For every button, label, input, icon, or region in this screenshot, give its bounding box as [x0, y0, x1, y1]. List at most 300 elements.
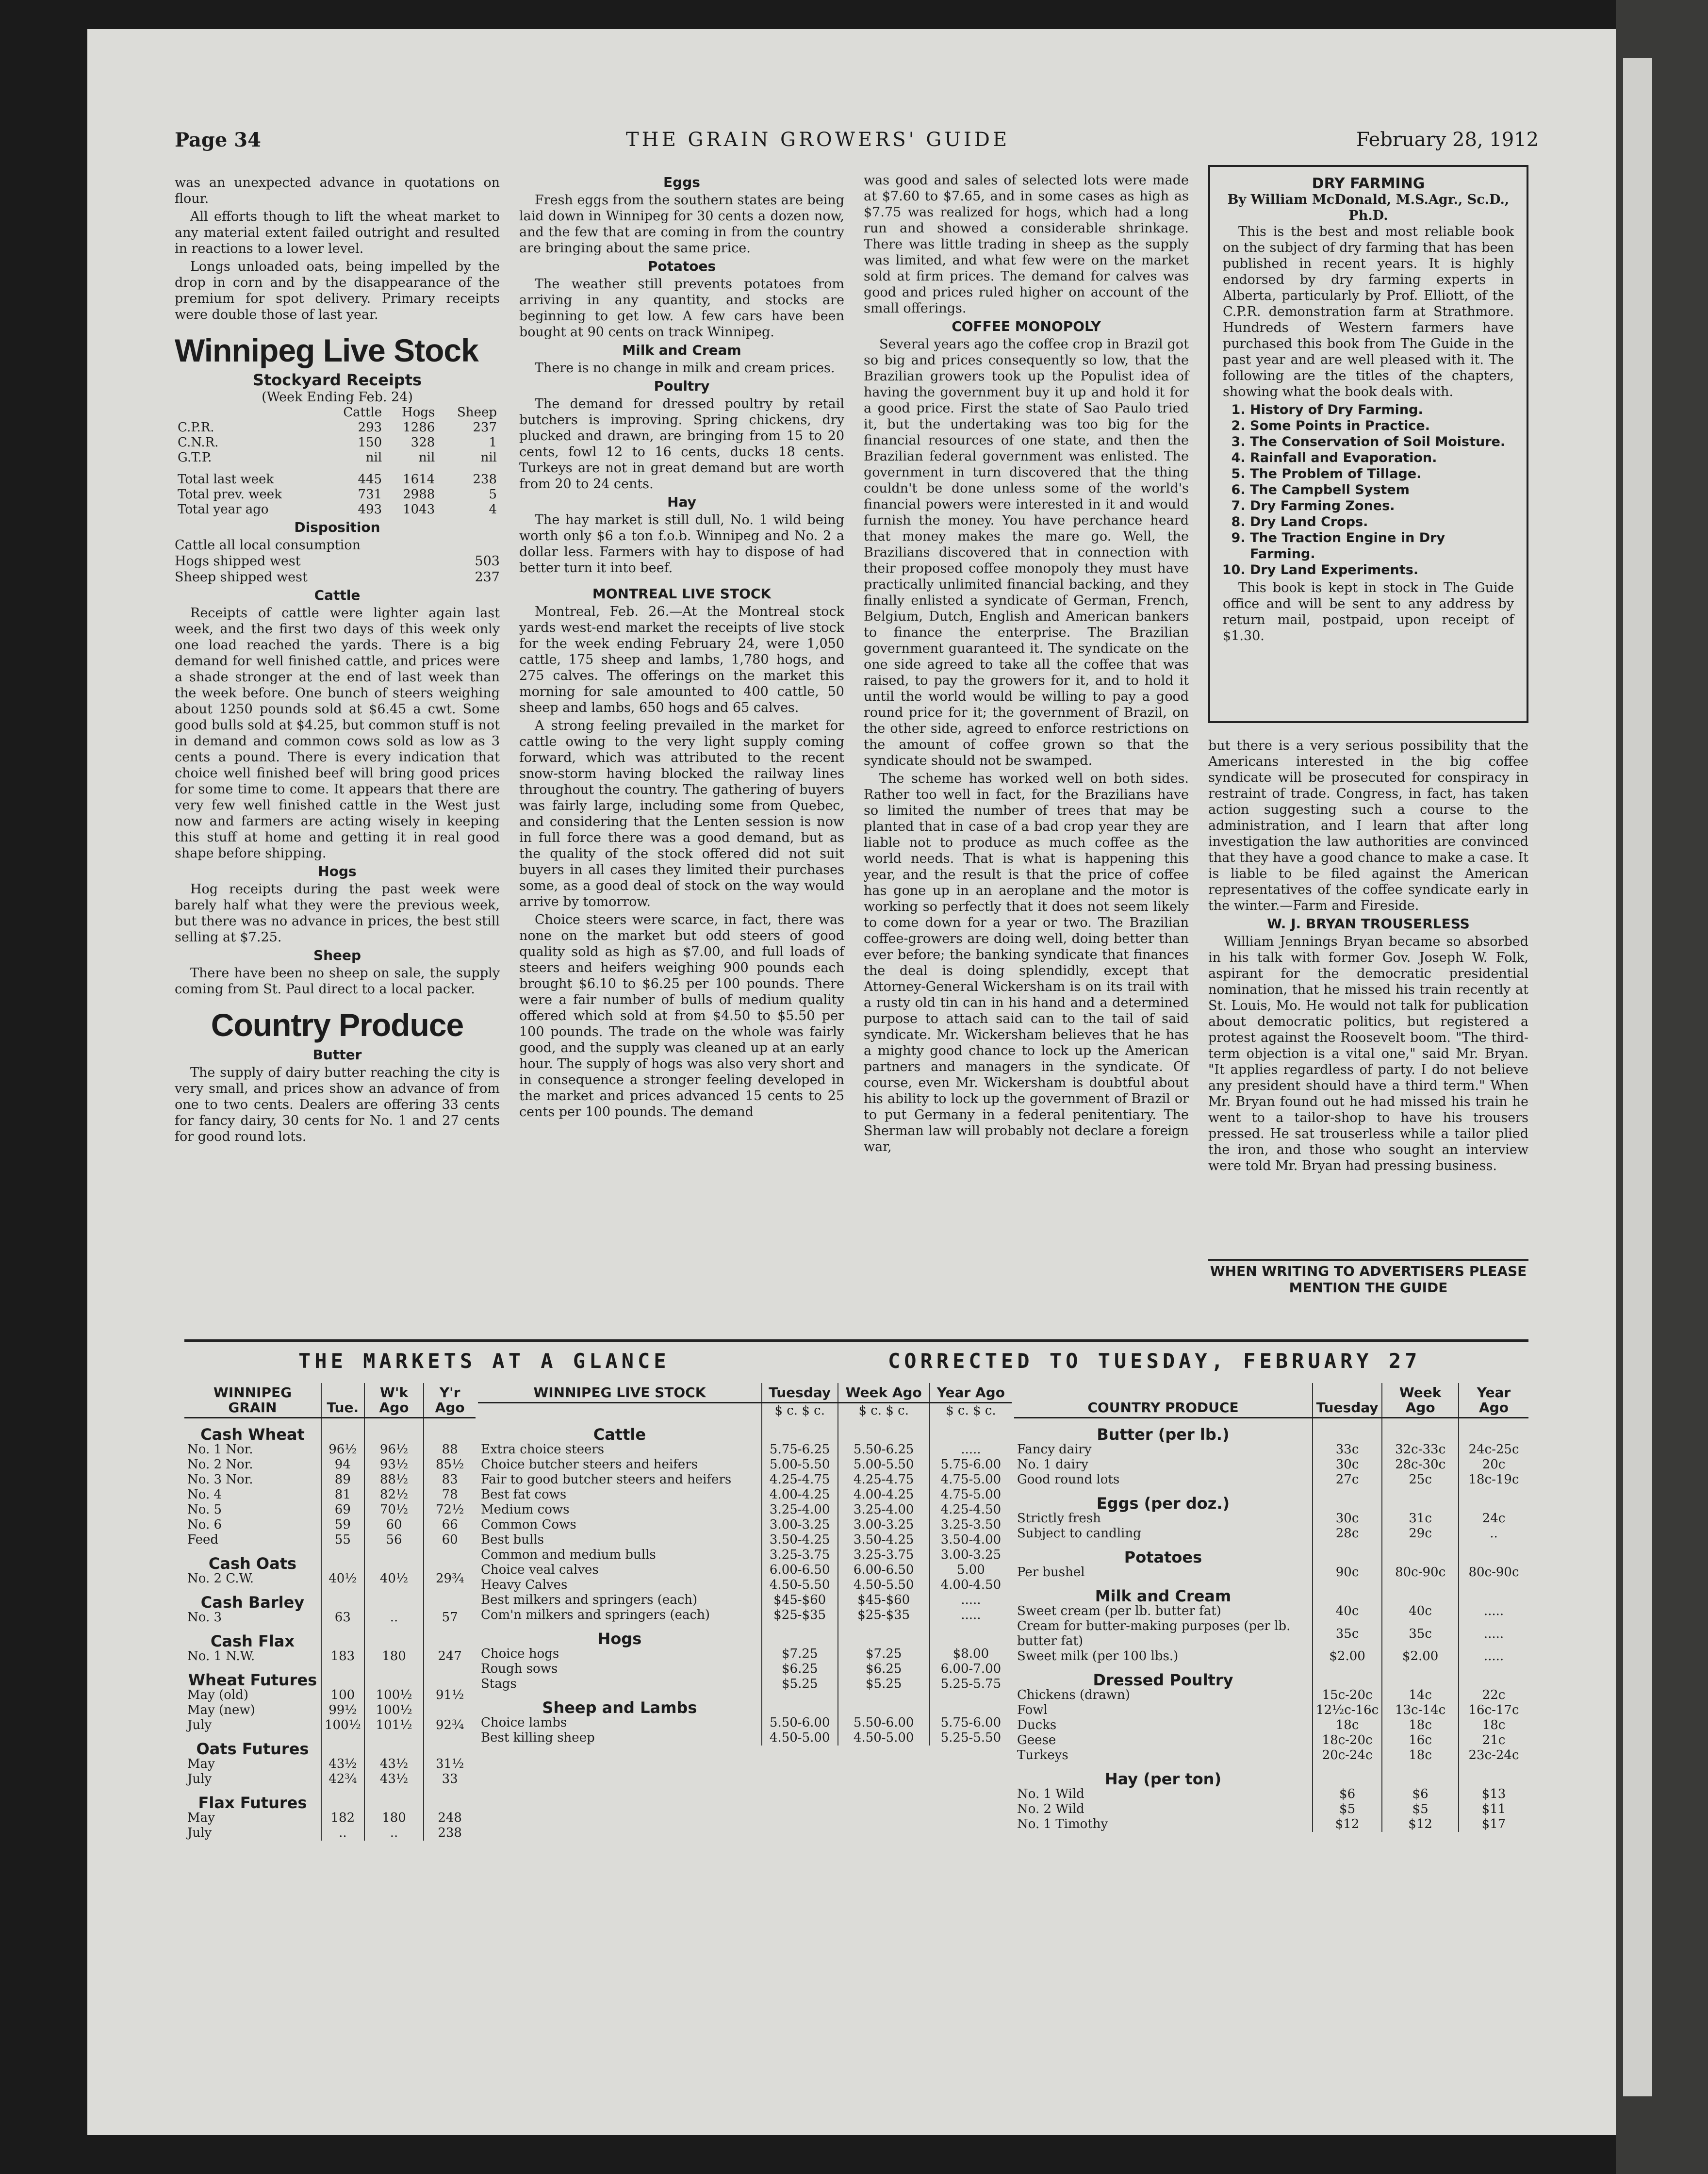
list-item: 3. The Conservation of Soil Moisture.: [1250, 434, 1514, 450]
table-row: C.N.R. 150 328 1: [178, 435, 497, 450]
table-row: [184, 1826, 476, 1841]
paragraph: The hay market is still dull, No. 1 wild being worth only $6 a ton f.o.b. Winnipeg and No. 2 a dollar less. Farmers with hay to dispose of had better turn it into beef.: [519, 512, 844, 576]
row-value: 94: [321, 1457, 364, 1472]
row-value: 20c-24c: [1313, 1748, 1382, 1763]
row-value: 4.75-5.00: [930, 1472, 1012, 1487]
row-value: 40½: [321, 1571, 364, 1586]
row-label: Choice hogs: [481, 1647, 559, 1661]
table-row: [478, 1730, 1012, 1746]
row-label: Best killing sheep: [481, 1730, 595, 1745]
section-row: [184, 1787, 476, 1811]
section-title: Eggs (per doz.): [1096, 1494, 1230, 1513]
row-value: 40c: [1382, 1604, 1459, 1619]
poultry-heading: Poultry: [654, 378, 710, 394]
ad-title: DRY FARMING: [1312, 175, 1425, 192]
row-label: No. 3: [187, 1610, 222, 1625]
row-value: 30c: [1313, 1511, 1382, 1526]
row-value: $2.00: [1313, 1649, 1382, 1664]
row-label: Turkeys: [1017, 1748, 1068, 1762]
row-value: 18c-19c: [1459, 1472, 1528, 1487]
row-value: .....: [930, 1608, 1012, 1623]
list-item: 8. Dry Land Crops.: [1250, 514, 1514, 530]
column-header: Tue.: [321, 1383, 364, 1418]
paragraph: Fresh eggs from the southern states are being laid down in Winnipeg for 30 cents a dozen now, and the few that are coming in from the country are bringing about the same price.: [519, 193, 844, 256]
row-value: 182: [321, 1811, 364, 1826]
row-value: $5.25: [838, 1677, 930, 1692]
paragraph: The scheme has worked well on both sides. Rather too well in fact, for the Brazilians have so limited the number of trees that may be planted that in case of a bad crop year they are liable not to produce as much coffee as the world needs. That is what is happening this year, and the result is that the price of coffee has gone up in an aeroplane and the motor is working so perfectly that it does not seem likely to come down for a year or two. The Brazilian coffee-growers are doing well, doing better than ever before; the banking syndicate that finances the deal is doing splendidly, except that Attorney-General Wickersham is on its trail with a rusty old tin can in his hand and a determined purpose to attach said can to the tail of said syndicate. Mr. Wickersham believes that he has a mighty good chance to lock up the American partners and managers in the syndicate. Of course, even Mr. Wickersham is doubtful about his ability to lock up the government of Brazil or to put Germany in a federal penitentiary. The Sherman law will probably not declare a foreign war,: [864, 771, 1189, 1154]
row-value: 6.00-7.00: [930, 1662, 1012, 1677]
row-value: [424, 1703, 476, 1718]
butter-heading: Butter: [312, 1047, 362, 1063]
row-value: 6.00-6.50: [838, 1563, 930, 1578]
table-row: [478, 1563, 1012, 1578]
row-value: $5.25: [762, 1677, 838, 1692]
paragraph: Longs unloaded oats, being impelled by the drop in corn and by the disappearance of the premium for spot delivery. Primary receipts were double those of last year.: [175, 259, 500, 322]
table-row: [478, 1608, 1012, 1623]
row-value: 5.75-6.25: [762, 1442, 838, 1457]
row-value: 3.50-4.25: [762, 1532, 838, 1548]
montreal-heading: MONTREAL LIVE STOCK: [592, 586, 772, 602]
row-value: 70½: [364, 1502, 424, 1517]
row-value: 4.25-4.75: [762, 1472, 838, 1487]
row-label: July: [187, 1718, 212, 1732]
list-item: 5. The Problem of Tillage.: [1250, 466, 1514, 482]
row-value: 3.25-3.50: [930, 1517, 1012, 1532]
paragraph: Hog receipts during the past week were barely half what they were the previous week, but there was no advance in prices, the best still selling at $7.25.: [175, 882, 500, 945]
row-label: No. 2 Wild: [1017, 1802, 1084, 1816]
ad-intro: This is the best and most reliable book on the subject of dry farming that has been published in recent years. It is highly endorsed by dry farming experts in Alberta, particularly by Prof. Elliott, of the C.P.R. demonstration farm at Strathmore. Hundreds of Western farmers have purchased this book from The Guide in the past year and are well pleased with it. The following are the titles of the chapters, showing what the book deals with.: [1223, 224, 1514, 399]
paragraph: but there is a very serious possibility that the Americans interested in the big coffee syndicate will be prosecuted for conspiracy in restraint of trade. Congress, in fact, has taken action suggesting such a course to the administration, and I learn that after long investigation the law authorities are convinced that they have a good chance to make a case. It is liable to be filed against the American representatives of the coffee syndicate early in the winter.—Farm and Fireside.: [1208, 738, 1528, 913]
list-item: 9. The Traction Engine in Dry Farming.: [1250, 530, 1514, 562]
row-value: 5.50-6.00: [762, 1715, 838, 1730]
column-header: Year Ago: [930, 1383, 1012, 1403]
row-value: 29¾: [424, 1571, 476, 1586]
row-value: 13c-14c: [1382, 1703, 1459, 1718]
row-value: 4.50-5.00: [838, 1730, 930, 1746]
row-value: 24c-25c: [1459, 1442, 1528, 1457]
list-item: 2. Some Points in Practice.: [1250, 418, 1514, 434]
row-value: 43½: [321, 1757, 364, 1772]
row-value: 89: [321, 1472, 364, 1487]
section-row: [1014, 1664, 1528, 1688]
column-header: WINNIPEG GRAIN: [184, 1383, 321, 1418]
table-row: [478, 1593, 1012, 1608]
row-label: Common Cows: [481, 1517, 576, 1532]
advertiser-notice: WHEN WRITING TO ADVERTISERS PLEASE MENTION THE GUIDE: [1210, 1263, 1527, 1296]
list-item: 6. The Campbell System: [1250, 482, 1514, 498]
table-row: [184, 1688, 476, 1703]
section-row: [1014, 1763, 1528, 1787]
row-value: 81: [321, 1487, 364, 1502]
row-value: 5.50-6.00: [838, 1715, 930, 1730]
row-label: Cream for butter-making purposes (per lb. butter fat): [1017, 1619, 1291, 1648]
paragraph: Montreal, Feb. 26.—At the Montreal stock yards west-end market the receipts of live stock for the week ending February 24, were 1,050 cattle, 175 sheep and lambs, 1,780 hogs, and 275 calves. The offerings on the market this morning for sale amounted to 400 cattle, 50 sheep and lambs, 650 hogs and 65 calves.: [519, 604, 844, 715]
table-row: [184, 1571, 476, 1586]
column-header: Week Ago: [838, 1383, 930, 1403]
section-title-livestock: Winnipeg Live Stock: [175, 332, 478, 368]
chapter-list: [1223, 402, 1514, 578]
table-row: [478, 1715, 1012, 1730]
row-value: $6.25: [762, 1662, 838, 1677]
row-label: Chickens (drawn): [1017, 1688, 1130, 1702]
section-title: Cash Oats: [208, 1554, 297, 1573]
row-value: .....: [930, 1442, 1012, 1457]
row-label: No. 3 Nor.: [187, 1472, 253, 1487]
column-header: Y'r Ago: [424, 1383, 476, 1418]
section-title: Oats Futures: [196, 1740, 309, 1758]
row-label: Sweet milk (per 100 lbs.): [1017, 1649, 1179, 1663]
section-title: Flax Futures: [198, 1794, 307, 1812]
table-row: [184, 1442, 476, 1457]
row-value: $45-$60: [762, 1593, 838, 1608]
table-row: [478, 1472, 1012, 1487]
row-value: 12½c-16c: [1313, 1703, 1382, 1718]
row-value: 88: [424, 1442, 476, 1457]
table-row: [184, 1532, 476, 1548]
section-title: Dressed Poultry: [1093, 1671, 1233, 1689]
row-label: Com'n milkers and springers (each): [481, 1608, 710, 1622]
row-value: $25-$35: [762, 1608, 838, 1623]
paragraph: All efforts though to lift the wheat market to any material extent failed outright and resulted in reactions to a lower level.: [175, 209, 500, 256]
row-value: 42¾: [321, 1772, 364, 1787]
markets-corrected: CORRECTED TO TUESDAY, FEBRUARY 27: [888, 1349, 1421, 1373]
row-value: 183: [321, 1649, 364, 1664]
row-label: May (new): [187, 1703, 255, 1717]
row-label: Subject to candling: [1017, 1526, 1141, 1541]
paragraph: Choice steers were scarce, in fact, there was none on the market but odd steers of good quality sold as high as $7.00, and full loads of steers and heifers weighing 900 pounds each brought $6.10 to $6.25 per 100 pounds. There were a fair number of bulls of medium quality offered which sold at from $4.50 to $5.50 per 100 pounds. The trade on the whole was fairly good, and the supply was cleaned up at an early hour. The supply of hogs was also very short and in consequence a stronger feeling developed in the market and prices advanced 15 cents to 25 cents per 100 pounds. The demand: [519, 912, 844, 1120]
masthead: THE GRAIN GROWERS' GUIDE: [626, 129, 1010, 151]
row-value: 63: [321, 1610, 364, 1625]
row-value: 21c: [1459, 1733, 1528, 1748]
section-row: [184, 1586, 476, 1610]
table-row: [184, 1472, 476, 1487]
paragraph: was an unexpected advance in quotations on flour.: [175, 175, 500, 206]
row-value: 60: [424, 1532, 476, 1548]
row-value: 100½: [364, 1703, 424, 1718]
page-number: Page 34: [175, 129, 261, 151]
row-label: Extra choice steers: [481, 1442, 605, 1457]
table-row: [184, 1502, 476, 1517]
row-label: Good round lots: [1017, 1472, 1120, 1487]
divider: [1208, 1259, 1528, 1261]
table-row: [184, 1811, 476, 1826]
row-value: ..: [364, 1610, 424, 1625]
row-label: No. 6: [187, 1517, 222, 1532]
row-label: No. 1 dairy: [1017, 1457, 1088, 1472]
column-header: Tuesday: [1313, 1383, 1382, 1418]
livestock-table: [478, 1383, 1012, 1746]
row-value: 14c: [1382, 1688, 1459, 1703]
table-row: [478, 1662, 1012, 1677]
section-row: [184, 1664, 476, 1688]
table-row: [1014, 1472, 1528, 1487]
table-row: [184, 1610, 476, 1625]
row-value: 16c: [1382, 1733, 1459, 1748]
list-item: 4. Rainfall and Evaporation.: [1250, 450, 1514, 466]
table-row: [478, 1487, 1012, 1502]
row-value: ..: [321, 1826, 364, 1841]
row-value: 35c: [1382, 1619, 1459, 1649]
row-value: 30c: [1313, 1457, 1382, 1472]
table-row: [478, 1647, 1012, 1662]
row-value: $5: [1313, 1802, 1382, 1817]
row-value: 4.25-4.50: [930, 1502, 1012, 1517]
table-row: [184, 1649, 476, 1664]
row-label: Fancy dairy: [1017, 1442, 1092, 1457]
row-label: Stags: [481, 1677, 517, 1691]
table-row: [1014, 1703, 1528, 1718]
header-row: [478, 1383, 1012, 1403]
column-header: COUNTRY PRODUCE: [1014, 1383, 1313, 1418]
table-row: [1014, 1817, 1528, 1832]
row-label: Sweet cream (per lb. butter fat): [1017, 1604, 1221, 1618]
section-row: [1014, 1541, 1528, 1565]
row-label: May: [187, 1757, 215, 1771]
coffee-heading: COFFEE MONOPOLY: [952, 318, 1101, 334]
row-label: May: [187, 1811, 215, 1825]
table-row: [1014, 1604, 1528, 1619]
row-value: 18c-20c: [1313, 1733, 1382, 1748]
table-row: [478, 1502, 1012, 1517]
row-value: $6: [1313, 1787, 1382, 1802]
row-value: $45-$60: [838, 1593, 930, 1608]
row-value: 5.50-6.25: [838, 1442, 930, 1457]
row-value: 78: [424, 1487, 476, 1502]
row-label: Best bulls: [481, 1532, 544, 1547]
paragraph: The supply of dairy butter reaching the city is very small, and prices show an advance of from one to two cents. Dealers are offering 33 cents for fancy dairy, 30 cents for No. 1 and 27 cents for good round lots.: [175, 1065, 500, 1144]
produce-table: [1014, 1383, 1528, 1832]
row-value: 5.75-6.00: [930, 1715, 1012, 1730]
cattle-heading: Cattle: [314, 587, 361, 603]
row-label: Common and medium bulls: [481, 1548, 656, 1562]
row-value: 93½: [364, 1457, 424, 1472]
row-value: 29c: [1382, 1526, 1459, 1541]
units-row: [478, 1403, 1012, 1419]
row-value: .....: [1459, 1649, 1528, 1664]
row-label: No. 2 C.W.: [187, 1571, 254, 1586]
table-row: [184, 1457, 476, 1472]
row-value: 248: [424, 1811, 476, 1826]
row-value: 180: [364, 1811, 424, 1826]
row-label: Choice veal calves: [481, 1563, 599, 1577]
table-row: [478, 1548, 1012, 1563]
table-row: [1014, 1748, 1528, 1763]
section-title: Potatoes: [1124, 1548, 1202, 1566]
row-value: 4.50-5.50: [762, 1578, 838, 1593]
row-label: No. 1 N.W.: [187, 1649, 255, 1663]
row-value: 33: [424, 1772, 476, 1787]
table-row: [1014, 1442, 1528, 1457]
column-header: WINNIPEG LIVE STOCK: [478, 1383, 762, 1403]
table-row: [478, 1578, 1012, 1593]
row-label: No. 1 Nor.: [187, 1442, 253, 1457]
row-label: Best fat cows: [481, 1487, 567, 1502]
row-value: 18c: [1313, 1718, 1382, 1733]
column-1: was an unexpected advance in quotations on flour. All efforts though to lift the wheat market to any material extent failed outright and resulted in reactions to a lower level. Longs unloaded oats, being impelled by the drop in corn and by the disappearance of the premium for spot delivery. Primary receipts were double those of last year. Winnipeg Live Stock Stockyard Receipts (Week Ending Feb. 24) Cattle Hogs Sheep C.P.R. 293 1286 237 C.N.R. 150 328 1 G.T.P. nil nil nil Total last week 445 1614 238 Total prev. week 731 2988 5 Total year ago 493 1043 4 Disposition Cattle all local consumption Hogs shipped west 503 Sheep shipped west 237 Cattle Receipts of cattle were lighter again last week, and the first two days of this week only one load reached the yards. There is a big demand for well finished cattle, and prices were a shade stronger at the end of last week than the week before. One bunch of steers weighing about 1250 pounds sold at $6.45 a cwt. Some good bulls sold at $4.25, but common stuff is not in demand and common cows sold as low as 3 cents a pound. There is every indication that choice well finished beef will bring good prices for some time to come. It appears that there are very few well finished cattle in the West just now and farmers are acting wisely in keeping this stuff at home and getting it in real good shape before shipping. Hogs Hog receipts during the past week were barely half what they were the previous week, but there was no advance in prices, the best still selling at $7.25. Sheep There have been no sheep on sale, the supply coming from St. Paul direct to a local packer. Country Produce Butter The supply of dairy butter reaching the city is very small, and prices show an advance of from one to two cents. Dealers are offering 33 cents for fancy dairy, 30 cents for No. 1 and 27 cents for good round lots.: [175, 175, 500, 1144]
table-row: [184, 1487, 476, 1502]
row-value: 66: [424, 1517, 476, 1532]
section-row: [184, 1418, 476, 1443]
column-header: Week Ago: [1382, 1383, 1459, 1418]
row-value: 3.00-3.25: [838, 1517, 930, 1532]
table-row: Total last week 445 1614 238: [178, 472, 497, 487]
grain-table: [184, 1383, 476, 1841]
section-title: Cash Barley: [200, 1593, 305, 1612]
disposition-heading: Disposition: [294, 519, 380, 535]
row-value: 100: [321, 1688, 364, 1703]
row-label: No. 5: [187, 1502, 222, 1517]
row-value: 33c: [1313, 1442, 1382, 1457]
table-row: [1014, 1802, 1528, 1817]
row-value: 43½: [364, 1757, 424, 1772]
section-row: [478, 1418, 1012, 1442]
row-value: $5: [1382, 1802, 1459, 1817]
paragraph: was good and sales of selected lots were made at $7.60 to $7.65, and in some cases as high as $7.75 was realized for hogs, which had a long run and showed a considerable shrinkage. There was little trading in sheep as the supply was limited, and what few were on the market sold at firm prices. The demand for calves was good and prices ruled higher on account of the small offerings.: [864, 173, 1189, 316]
column-header: Tuesday: [762, 1383, 838, 1403]
table-row: [478, 1532, 1012, 1548]
table-row: [1014, 1649, 1528, 1664]
section-row: [184, 1733, 476, 1757]
table-row: [478, 1457, 1012, 1472]
units-label: $ c. $ c.: [762, 1403, 838, 1419]
column-header: W'k Ago: [364, 1383, 424, 1418]
units-label: $ c. $ c.: [838, 1403, 930, 1419]
row-value: 69: [321, 1502, 364, 1517]
paragraph: There is no change in milk and cream prices.: [535, 361, 835, 376]
table-row: [1014, 1526, 1528, 1541]
ad-author: By William McDonald, M.S.Agr., Sc.D., Ph.D.: [1227, 192, 1510, 223]
row-value: $6.25: [838, 1662, 930, 1677]
table-row: [184, 1517, 476, 1532]
section-title: Hogs: [597, 1630, 642, 1648]
row-value: 40½: [364, 1571, 424, 1586]
divider: [184, 1339, 1528, 1342]
table-row: [1014, 1787, 1528, 1802]
row-value: 83: [424, 1472, 476, 1487]
row-value: 99½: [321, 1703, 364, 1718]
row-value: 4.75-5.00: [930, 1487, 1012, 1502]
table-row: [184, 1757, 476, 1772]
paragraph: A strong feeling prevailed in the market for cattle owing to the very light supply coming forward, which was attributed to the recent snow-storm having blocked the railway lines throughout the country. The gathering of buyers was fairly large, including some from Quebec, and considering that the Lenten session is now in full force there was a good demand, but as the quality of the stock offered did not suit buyers in all cases they limited their purchases some, as a good deal of stock on the way would arrive by tomorrow.: [519, 718, 844, 909]
section-row: [478, 1623, 1012, 1647]
row-value: $6: [1382, 1787, 1459, 1802]
row-value: $12: [1313, 1817, 1382, 1832]
row-value: 247: [424, 1649, 476, 1664]
row-value: ..: [364, 1826, 424, 1841]
row-value: 4.00-4.50: [930, 1578, 1012, 1593]
table-row: [1014, 1619, 1528, 1649]
row-value: $25-$35: [838, 1608, 930, 1623]
row-value: 20c: [1459, 1457, 1528, 1472]
row-value: 35c: [1313, 1619, 1382, 1649]
paragraph: The demand for dressed poultry by retail butchers is improving. Spring chickens, dry plucked and drawn, are bringing from 15 to 20 cents, fowl 12 to 16 cents, ducks 18 cents. Turkeys are not in great demand but are worth from 20 to 24 cents.: [519, 396, 844, 492]
column-4: [1208, 738, 1528, 1176]
row-value: 5.00: [930, 1563, 1012, 1578]
row-value: 88½: [364, 1472, 424, 1487]
eggs-heading: Eggs: [663, 174, 700, 190]
row-value: 27c: [1313, 1472, 1382, 1487]
row-label: No. 1 Timothy: [1017, 1817, 1108, 1831]
row-value: 6.00-6.50: [762, 1563, 838, 1578]
row-value: $11: [1459, 1802, 1528, 1817]
list-item: 1. History of Dry Farming.: [1250, 402, 1514, 418]
potatoes-heading: Potatoes: [647, 258, 716, 274]
row-value: 5.75-6.00: [930, 1457, 1012, 1472]
row-value: .....: [930, 1593, 1012, 1608]
row-label: July: [187, 1826, 212, 1840]
units-label: $ c. $ c.: [930, 1403, 1012, 1419]
row-value: 96½: [364, 1442, 424, 1457]
paragraph: Receipts of cattle were lighter again last week, and the first two days of this week only one load reached the yards. There is a big demand for well finished cattle, and prices were a shade stronger at the end of last week than the week before. One bunch of steers weighing about 1250 pounds sold at $6.45 a cwt. Some good bulls sold at $4.25, but common stuff is not in demand and common cows sold as low as 3 cents a pound. There is every indication that choice well finished beef will bring good prices for some time to come. It appears that there are very few well finished cattle in the West just now and farmers are acting wisely in keeping this stuff at home and getting it in real good shape before shipping.: [175, 606, 500, 861]
row-label: Medium cows: [481, 1502, 570, 1517]
row-value: 3.00-3.25: [930, 1548, 1012, 1563]
next-page-edge: [1623, 58, 1652, 2096]
row-value: ..: [1459, 1526, 1528, 1541]
row-value: 238: [424, 1826, 476, 1841]
section-title: Wheat Futures: [188, 1671, 317, 1689]
row-label: Choice butcher steers and heifers: [481, 1457, 698, 1472]
stockyard-title: Stockyard Receipts: [252, 371, 422, 389]
markets-title: THE MARKETS AT A GLANCE: [298, 1349, 670, 1373]
row-value: 31½: [424, 1757, 476, 1772]
section-row: [1014, 1580, 1528, 1604]
row-label: Ducks: [1017, 1718, 1057, 1732]
hogs-heading: Hogs: [318, 863, 357, 879]
section-row: [1014, 1487, 1528, 1511]
row-value: 23c-24c: [1459, 1748, 1528, 1763]
row-value: 4.00-4.25: [838, 1487, 930, 1502]
column-3: [864, 172, 1189, 1157]
row-value: 15c-20c: [1313, 1688, 1382, 1703]
table-row: [184, 1718, 476, 1733]
row-value: 100½: [321, 1718, 364, 1733]
bryan-heading: W. J. BRYAN TROUSERLESS: [1267, 916, 1470, 932]
row-value: 22c: [1459, 1688, 1528, 1703]
row-label: July: [187, 1772, 212, 1786]
row-value: 82½: [364, 1487, 424, 1502]
table-row: [478, 1442, 1012, 1457]
row-value: 72½: [424, 1502, 476, 1517]
row-value: 4.50-5.50: [838, 1578, 930, 1593]
row-value: 55: [321, 1532, 364, 1548]
row-value: 18c: [1382, 1748, 1459, 1763]
section-row: [1014, 1418, 1528, 1443]
row-value: 57: [424, 1610, 476, 1625]
row-label: Feed: [187, 1532, 219, 1547]
row-value: 60: [364, 1517, 424, 1532]
row-value: .....: [1459, 1604, 1528, 1619]
row-value: 3.50-4.00: [930, 1532, 1012, 1548]
paragraph: There have been no sheep on sale, the supply coming from St. Paul direct to a local packer.: [175, 966, 500, 997]
row-label: Rough sows: [481, 1662, 558, 1676]
row-value: 3.25-3.75: [838, 1548, 930, 1563]
row-value: .....: [1459, 1619, 1528, 1649]
issue-date: February 28, 1912: [1356, 129, 1539, 151]
row-value: $7.25: [762, 1647, 838, 1662]
row-value: 40c: [1313, 1604, 1382, 1619]
paragraph: William Jennings Bryan became so absorbed in his talk with former Gov. Joseph W. Folk, aspirant for the democratic presidential nomination, that he missed his train recently at St. Louis, Mo. He would not talk for publication about democratic politics, but registered a protest against the Roosevelt boom. "The third-term objection is a vital one," said Mr. Bryan. "It applies regardless of party. I do not believe any president should have a third term." When Mr. Bryan found out he had missed his train he went to a tailor-shop to have his trousers pressed. He sat trouserless while a tailor plied the iron, and those who sought an interview were told Mr. Bryan had pressing business.: [1208, 934, 1528, 1173]
row-value: 5.25-5.75: [930, 1677, 1012, 1692]
row-label: No. 1 Wild: [1017, 1787, 1084, 1801]
row-label: Choice lambs: [481, 1715, 567, 1730]
row-value: 3.25-3.75: [762, 1548, 838, 1563]
row-label: Strictly fresh: [1017, 1511, 1101, 1526]
table-row: [1014, 1733, 1528, 1748]
row-value: 43½: [364, 1772, 424, 1787]
row-value: 96½: [321, 1442, 364, 1457]
table-row: [1014, 1565, 1528, 1580]
row-value: 91½: [424, 1688, 476, 1703]
